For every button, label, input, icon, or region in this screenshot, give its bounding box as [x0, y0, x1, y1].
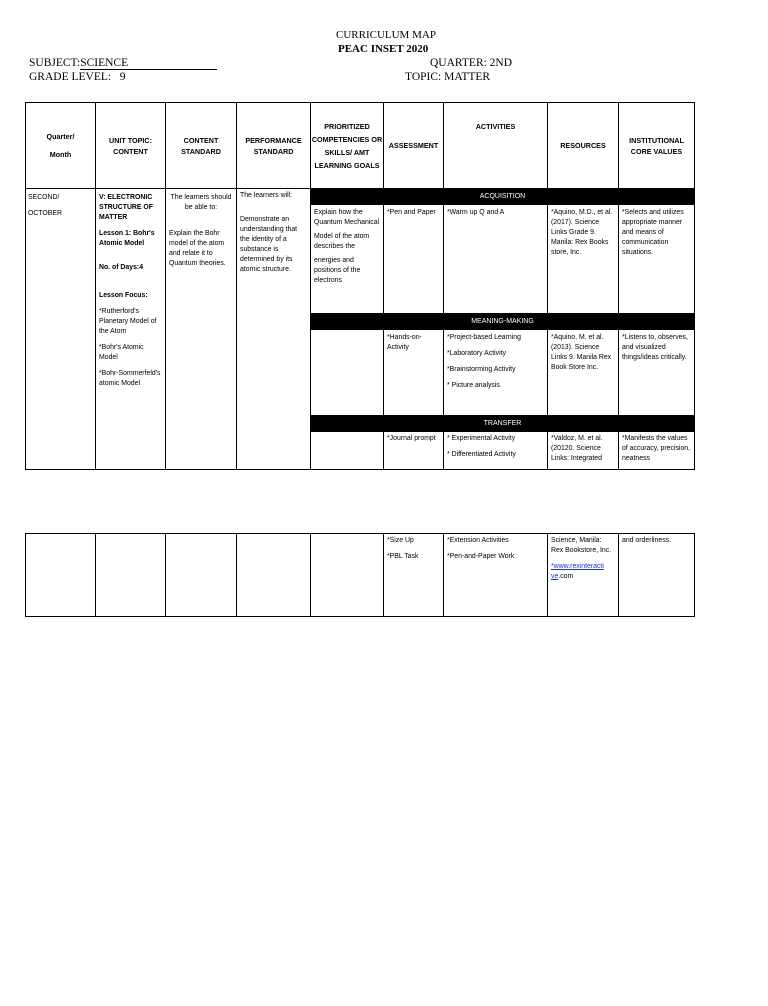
cont-resource: Science, Manila: Rex Bookstore, Inc. *www.rexinteracti ve.com: [548, 534, 619, 617]
acquisition-competency: Explain how the Quantum Mechanical Model of the atom describes the energies and positions of the electrons: [311, 205, 384, 314]
grade-line: [29, 71, 125, 83]
transfer-activities: * Experimental Activity * Differentiated Activity: [444, 432, 548, 470]
quarter-line: QUARTER: 2ND: [430, 57, 513, 69]
meaning-values: *Listens to, observes, and visualized things/ideas critically.: [619, 330, 695, 416]
header-unit-topic: UNIT TOPIC: CONTENT: [96, 103, 166, 189]
header-performance-standard: PERFORMANCE STANDARD: [237, 103, 311, 189]
cont-performance-standard: [237, 534, 311, 617]
acquisition-resource: *Aquino, M.D., et al. (2017). Science Links Grade 9. Manila: Rex Books store, Inc.: [548, 205, 619, 314]
document-title: CURRICULUM MAP: [336, 29, 436, 41]
cont-competency: [311, 534, 384, 617]
header-prioritized: PRIORITIZED COMPETENCIES OR SKILLS/ AMT LEARNING GOALS: [311, 103, 384, 189]
transfer-assessment: *Journal prompt: [384, 432, 444, 470]
header-institutional: INSTITUTIONAL CORE VALUES: [619, 103, 695, 189]
unit-topic-cell: V: ELECTRONIC STRUCTURE OF MATTER Lesson 1: Bohr's Atomic Model No. of Days:4 Lesson Focus: *Rutherford's Planetary Model of the Atom *Bohr's Atomic Model *Bohr-Sommerfeld's atomic Model: [96, 189, 166, 470]
resource-link[interactable]: *www.rexinteracti ve.com: [551, 563, 604, 580]
header-activities: ACTIVITIES: [444, 103, 548, 189]
meaning-making-band: MEANING-MAKING: [311, 314, 695, 330]
meaning-competency: [311, 330, 384, 416]
header-assessment: ASSESSMENT: [384, 103, 444, 189]
cont-unit-topic: [96, 534, 166, 617]
subject-line: [29, 57, 217, 70]
subject-value: SCIENCE: [80, 58, 217, 70]
acquisition-assessment: *Pen and Paper: [384, 205, 444, 314]
performance-standard-cell: The learners will: Demonstrate an understanding that the identity of a substance is determined by its atomic structure.: [237, 189, 311, 470]
meaning-assessment: *Hands-on-Activity: [384, 330, 444, 416]
header-resources: RESOURCES: [548, 103, 619, 189]
cont-quarter: [26, 534, 96, 617]
continuation-row: [26, 534, 695, 617]
transfer-values: *Manifests the values of accuracy, precision, neatness: [619, 432, 695, 470]
acquisition-band: ACQUISITION: [311, 189, 695, 205]
curriculum-table: [25, 102, 695, 470]
meaning-resource: *Aquino, M. et al. (2013). Science Links 9. Manila Rex Book Store Inc.: [548, 330, 619, 416]
subject-label: SUBJECT:: [29, 57, 81, 69]
cont-content-standard: [166, 534, 237, 617]
document-subtitle: PEAC INSET 2020: [338, 43, 429, 55]
acquisition-values: *Selects and utilizes appropriate manner and means of communication situations.: [619, 205, 695, 314]
cont-activities: *Extension Activities *Pen-and-Paper Work: [444, 534, 548, 617]
cont-values: and orderliness.: [619, 534, 695, 617]
header-content-standard: CONTENT STANDARD: [166, 103, 237, 189]
grade-value: 9: [119, 71, 126, 83]
header-row: [26, 103, 695, 189]
acquisition-band-row: [26, 189, 695, 205]
acquisition-activity: *Warm up Q and A: [444, 205, 548, 314]
content-standard-cell: The learners should be able to: Explain the Bohr model of the atom and relate it to Quantum theories.: [166, 189, 237, 470]
grade-label: GRADE LEVEL:: [29, 71, 112, 83]
transfer-competency: [311, 432, 384, 470]
transfer-band: TRANSFER: [311, 416, 695, 432]
transfer-resource: *Valdoz, M. et al. (20120. Science Links: Integrated: [548, 432, 619, 470]
topic-line: TOPIC: MATTER: [405, 71, 491, 83]
header-quarter: Quarter/ Month: [26, 103, 96, 189]
continuation-table: [25, 533, 695, 617]
meaning-activities: *Project-based Learning *Laboratory Activity *Brainstorming Activity * Picture analysis: [444, 330, 548, 416]
quarter-cell: SECOND/ OCTOBER: [26, 189, 96, 470]
cont-assessment: *Size Up *PBL Task: [384, 534, 444, 617]
